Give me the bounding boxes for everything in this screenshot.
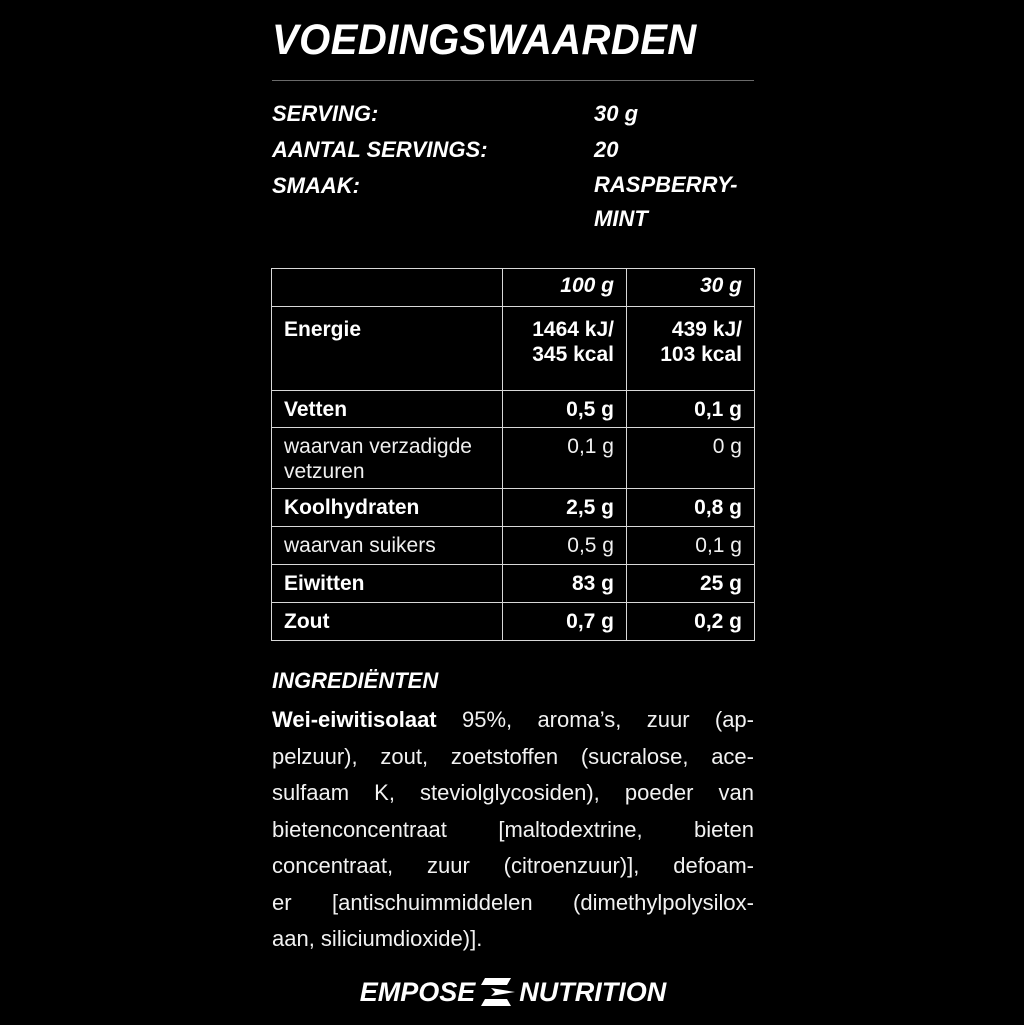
- row-label: Eiwitten: [272, 565, 503, 603]
- header-cell-label: [272, 269, 503, 307]
- table-row: [272, 603, 755, 641]
- value-100g: [503, 307, 627, 391]
- table-row: [272, 527, 755, 565]
- value-30g: 0,1 g: [627, 527, 755, 565]
- row-label: Vetten: [272, 391, 503, 428]
- servings-count-value: 20: [594, 137, 619, 162]
- brand-name-left: EMPOSE: [359, 976, 476, 1007]
- ingredients-line: bietenconcentraat [maltodextrine, bieten: [272, 816, 754, 842]
- ingredients-line: concentraat, zuur (citroenzuur)], defoam-: [272, 853, 754, 878]
- product-meta: [272, 96, 754, 236]
- ingredients-line: aan, siliciumdioxide)].: [272, 926, 483, 951]
- row-label: Energie: [272, 307, 503, 391]
- brand-logo: [352, 972, 674, 1012]
- ingredients-line-rest: 95%, aroma’s, zuur (ap-: [436, 707, 754, 732]
- value-line: 439 kJ/: [671, 318, 742, 341]
- header-cell-30g: 30 g: [627, 269, 755, 307]
- row-label: waarvan suikers: [272, 527, 503, 565]
- row-label: Zout: [272, 603, 503, 641]
- header-cell-100g: 100 g: [503, 269, 627, 307]
- value-100g: 0,1 g: [503, 428, 627, 489]
- table-row: [272, 489, 755, 527]
- table-row: [272, 307, 755, 391]
- servings-count-label: AANTAL SERVINGS:: [272, 137, 488, 162]
- flavor-value-line: MINT: [594, 206, 648, 231]
- serving-row: [272, 96, 754, 132]
- value-30g: 0,1 g: [627, 391, 755, 428]
- row-label: [272, 428, 503, 489]
- row-label: Koolhydraten: [272, 489, 503, 527]
- ingredients-line: [272, 702, 754, 739]
- label-line: vetzuren: [284, 460, 365, 483]
- table-row: [272, 565, 755, 603]
- value-30g: 0,2 g: [627, 603, 755, 641]
- serving-label: SERVING:: [272, 101, 379, 126]
- label-line: waarvan verzadigde: [284, 435, 472, 458]
- table-row: [272, 428, 755, 489]
- table-row: [272, 391, 755, 428]
- value-100g: 0,5 g: [503, 391, 627, 428]
- value-100g: 83 g: [503, 565, 627, 603]
- value-30g: 0,8 g: [627, 489, 755, 527]
- value-line: 103 kcal: [660, 343, 742, 366]
- flavor-row: [272, 168, 754, 236]
- servings-count-row: [272, 132, 754, 168]
- value-30g: [627, 307, 755, 391]
- ingredients-lead: Wei-eiwitisolaat: [272, 707, 437, 732]
- brand-name-right: NUTRITION: [519, 976, 667, 1007]
- title-divider: [272, 80, 754, 81]
- ingredients-line: sulfaam K, steviolglycosiden), poeder van: [272, 780, 754, 805]
- flavor-value-line: RASPBERRY-: [594, 172, 738, 197]
- ingredients-title: INGREDIËNTEN: [272, 668, 439, 693]
- ingredients-text: [272, 702, 754, 958]
- empose-logo-icon: [481, 976, 515, 1008]
- value-30g: 0 g: [627, 428, 755, 489]
- flavor-value: [594, 168, 754, 236]
- page-title: VOEDINGSWAARDEN: [272, 16, 697, 64]
- value-line: 345 kcal: [532, 343, 614, 366]
- value-line: 1464 kJ/: [532, 318, 614, 341]
- ingredients-line: pelzuur), zout, zoetstoffen (sucralose, ace-: [272, 743, 754, 769]
- value-30g: 25 g: [627, 565, 755, 603]
- value-100g: 2,5 g: [503, 489, 627, 527]
- ingredients-line: er [antischuimmiddelen (dimethylpolysilox-: [272, 889, 754, 915]
- serving-value: 30 g: [594, 101, 639, 126]
- value-100g: 0,5 g: [503, 527, 627, 565]
- nutrition-table: [271, 268, 755, 641]
- flavor-label: SMAAK:: [272, 173, 360, 198]
- value-100g: 0,7 g: [503, 603, 627, 641]
- table-header-row: [272, 269, 755, 307]
